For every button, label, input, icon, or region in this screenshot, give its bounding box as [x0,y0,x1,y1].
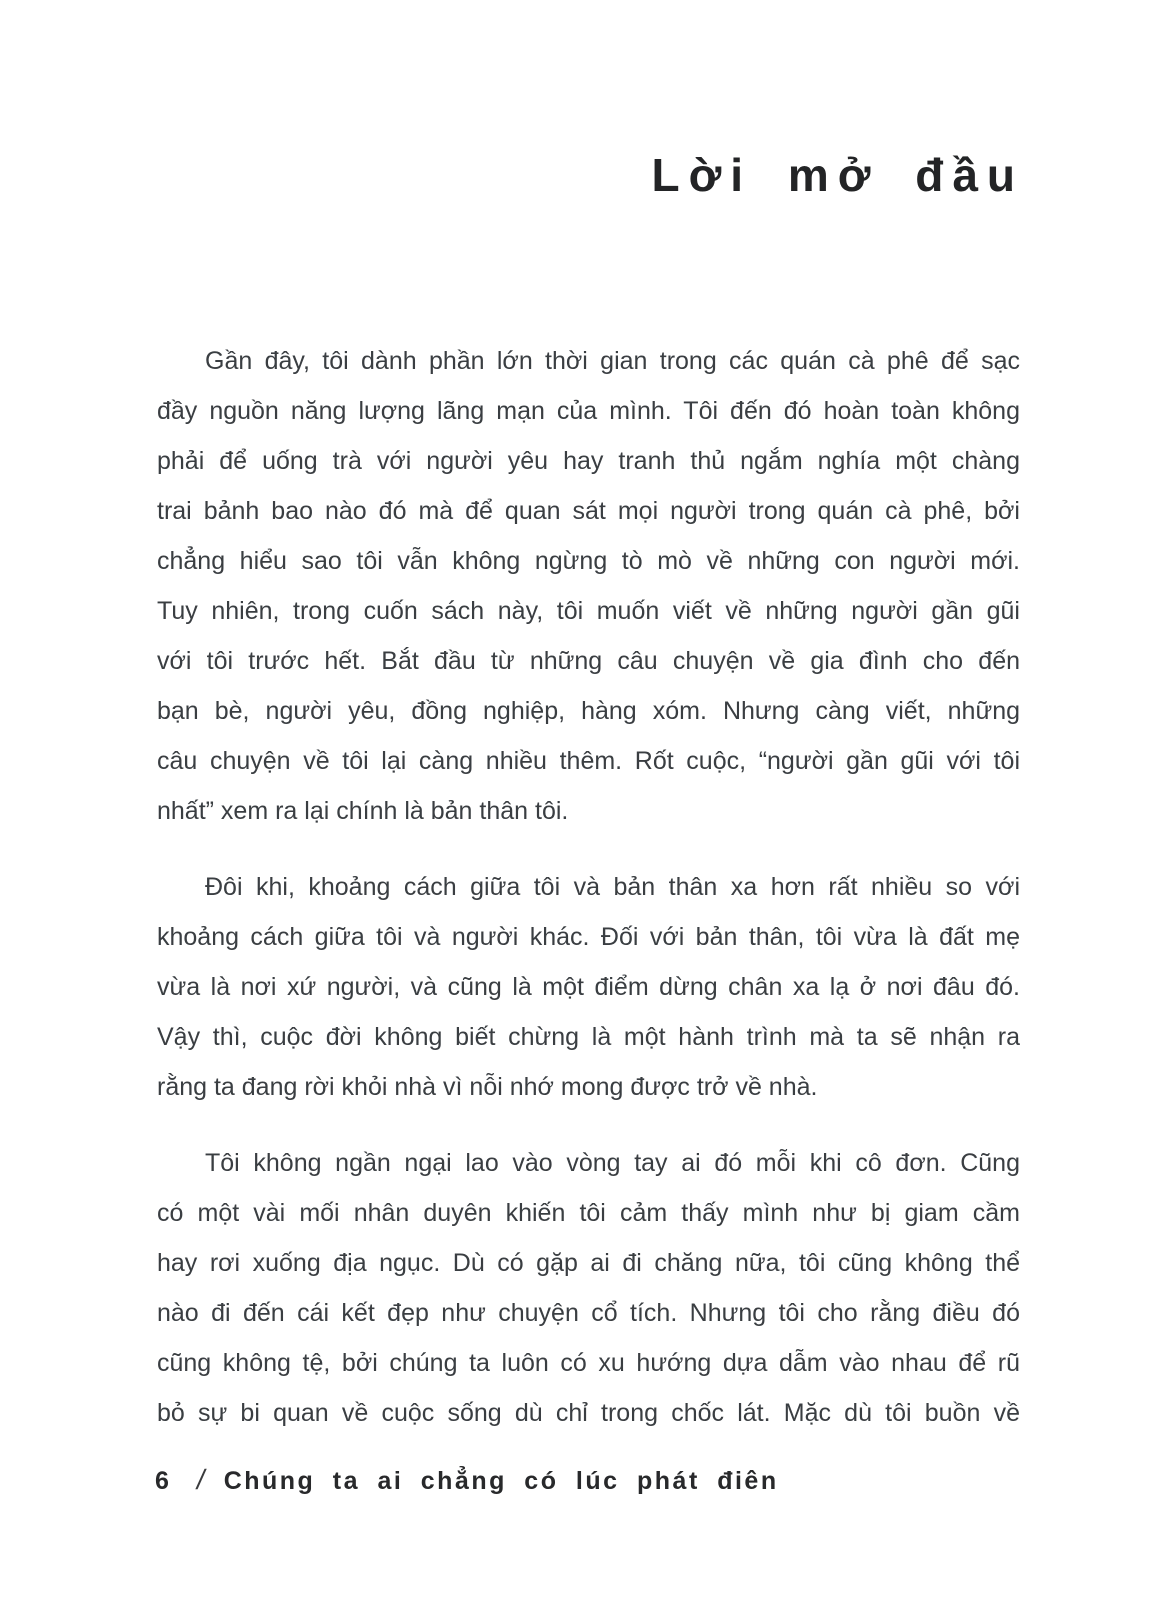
text-line: bạn bè, người yêu, đồng nghiệp, hàng xóm. Nhưng càng viết, những [157,697,1020,725]
text-line: câu chuyện về tôi lại càng nhiều thêm. Rốt cuộc, “người gần gũi với tôi [157,747,1020,775]
text-line: phải để uống trà với người yêu hay tranh thủ ngắm nghía một chàng [157,447,1020,475]
page-number: 6 [155,1467,172,1495]
text-line: Tôi không ngần ngại lao vào vòng tay ai đó mỗi khi cô đơn. Cũng [205,1149,1020,1177]
text-line: Tuy nhiên, trong cuốn sách này, tôi muốn viết về những người gần gũi [157,597,1020,625]
page-footer [155,1462,779,1499]
text-line: đầy nguồn năng lượng lãng mạn của mình. Tôi đến đó hoàn toàn không [157,397,1020,425]
text-line: trai bảnh bao nào đó mà để quan sát mọi người trong quán cà phê, bởi [157,497,1020,525]
text-line: rằng ta đang rời khỏi nhà vì nỗi nhớ mong được trở về nhà. [157,1073,818,1101]
paragraph [157,1138,1020,1438]
text-line: Đôi khi, khoảng cách giữa tôi và bản thân xa hơn rất nhiều so với [205,873,1020,901]
paragraph [157,862,1020,1112]
chapter-title: Lời mở đầu [651,149,1024,201]
text-line: nhất” xem ra lại chính là bản thân tôi. [157,797,569,825]
text-line: bỏ sự bi quan về cuộc sống dù chỉ trong chốc lát. Mặc dù tôi buồn về [157,1399,1020,1427]
text-line: Vậy thì, cuộc đời không biết chừng là một hành trình mà ta sẽ nhận ra [157,1023,1020,1051]
body-text [157,336,1020,1464]
text-line: Gần đây, tôi dành phần lớn thời gian trong các quán cà phê để sạc [205,347,1020,375]
text-line: vừa là nơi xứ người, và cũng là một điểm dừng chân xa lạ ở nơi đâu đó. [157,973,1020,1001]
text-line: cũng không tệ, bởi chúng ta luôn có xu hướng dựa dẫm vào nhau để rũ [157,1349,1020,1377]
book-title: Chúng ta ai chẳng có lúc phát điên [223,1467,779,1495]
text-line: với tôi trước hết. Bắt đầu từ những câu chuyện về gia đình cho đến [157,647,1020,675]
paragraph [157,336,1020,836]
text-line: khoảng cách giữa tôi và người khác. Đối với bản thân, tôi vừa là đất mẹ [157,923,1020,951]
text-line: hay rơi xuống địa ngục. Dù có gặp ai đi chăng nữa, tôi cũng không thể [157,1249,1020,1277]
text-line: chẳng hiểu sao tôi vẫn không ngừng tò mò về những con người mới. [157,547,1020,575]
text-line: có một vài mối nhân duyên khiến tôi cảm thấy mình như bị giam cầm [157,1199,1020,1227]
footer-separator-slash: / [194,1464,211,1495]
text-line: nào đi đến cái kết đẹp như chuyện cổ tích. Nhưng tôi cho rằng điều đó [157,1299,1020,1327]
